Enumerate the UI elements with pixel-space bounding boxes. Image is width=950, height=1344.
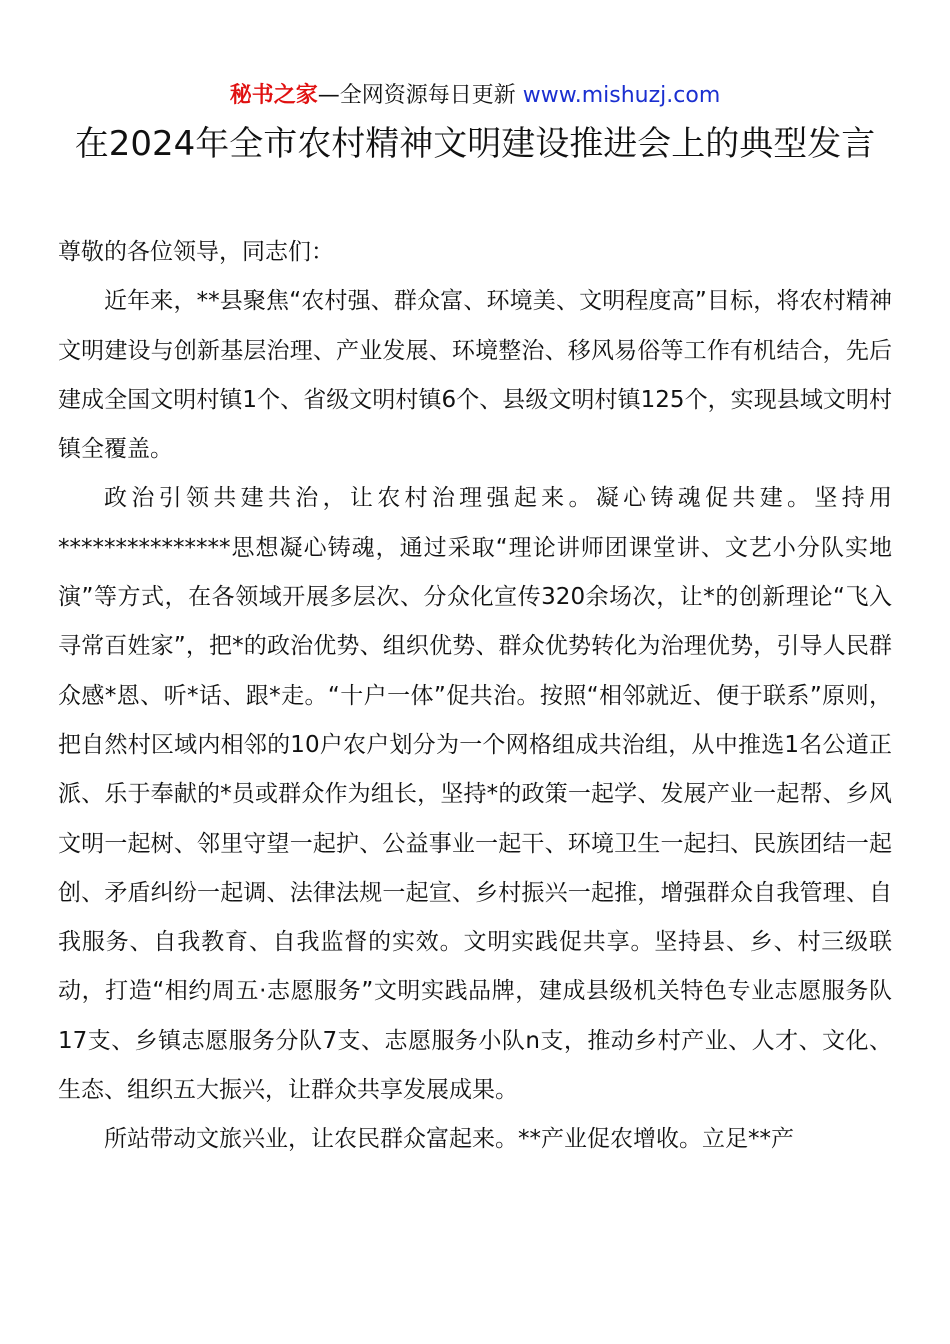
document-title: 在2024年全市农村精神文明建设推进会上的典型发言 xyxy=(74,124,876,164)
site-link[interactable]: www.mishuzj.com xyxy=(522,83,721,108)
paragraph-governance: 政治引领共建共治，让农村治理强起来。凝心铸魂促共建。坚持用***************思想凝心铸魂，通过采取“理论讲师团课堂讲、文艺小分队实地演”等方式，在各领域开展多层次、分众化宣传320余场次，让*的创新理论“飞入寻常百姓家”，把*的政治优势、组织优势、群众优势转化为治理优势，引导人民群众感*恩、听*话、跟*走。“十户一体”促共治。按照“相邻就近、便于联系”原则，把自然村区域内相邻的10户农户划分为一个网格组成共治组，从中推选1名公道正派、乐于奉献的*员或群众作为组长，坚持*的政策一起学、发展产业一起帮、乡风文明一起树、邻里守望一起护、公益事业一起干、环境卫生一起扫、民族团结一起创、矛盾纠纷一起调、法律法规一起宣、乡村振兴一起推，增强群众自我管理、自我服务、自我教育、自我监督的实效。文明实践促共享。坚持县、乡、村三级联动，打造“相约周五·志愿服务”文明实践品牌，建成县级机关特色专业志愿服务队17支、乡镇志愿服务分队7支、志愿服务小队n支，推动乡村产业、人才、文化、生态、组织五大振兴，让群众共享发展成果。 xyxy=(58,485,892,1104)
banner-tagline: —全网资源每日更新 xyxy=(317,83,516,108)
paragraph-industry: 所站带动文旅兴业，让农民群众富起来。**产业促农增收。立足**产 xyxy=(104,1126,794,1153)
brand-name: 秘书之家 xyxy=(229,83,318,108)
site-banner xyxy=(0,80,950,112)
document-body xyxy=(58,228,892,1165)
paragraph-intro: 近年来，**县聚焦“农村强、群众富、环境美、文明程度高”目标，将农村精神文明建设与创新基层治理、产业发展、环境整治、移风易俗等工作有机结合，先后建成全国文明村镇1个、省级文明村镇6个、县级文明村镇125个，实现县域文明村镇全覆盖。 xyxy=(58,288,892,463)
salutation: 尊敬的各位领导，同志们： xyxy=(58,239,334,265)
